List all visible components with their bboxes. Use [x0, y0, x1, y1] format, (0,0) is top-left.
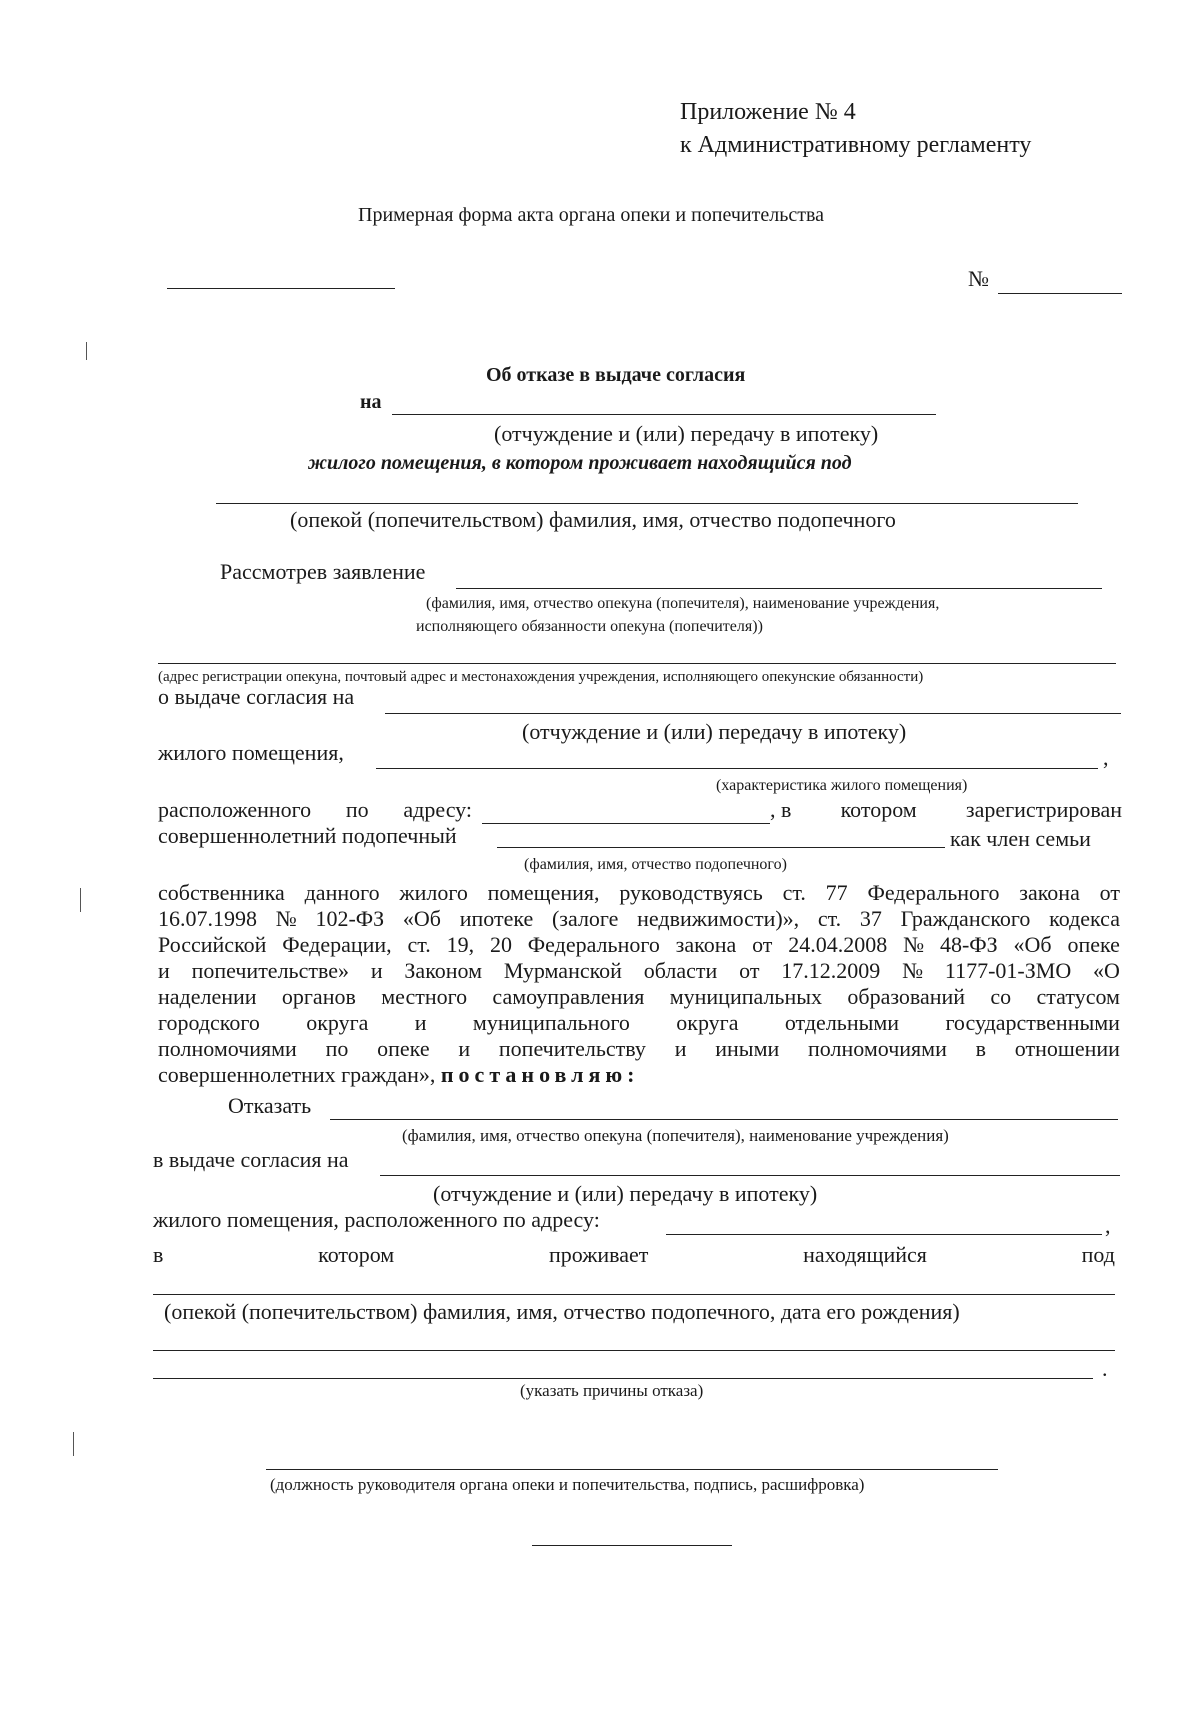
paragraph-word: округа — [306, 1010, 369, 1035]
paragraph-word: от — [752, 932, 773, 957]
regulation-reference: к Административному регламенту — [680, 132, 1032, 158]
paragraph-word: попечительству — [498, 1036, 646, 1061]
paragraph-word: области — [643, 958, 718, 983]
last-line-text: совершеннолетних граждан», — [158, 1062, 436, 1087]
hint-reasons: (указать причины отказа) — [520, 1381, 704, 1400]
spread-line — [153, 1242, 1115, 1268]
paragraph-word: недвижимости)», — [637, 906, 800, 931]
paragraph-word: 20 — [489, 932, 512, 957]
reasons-line-1[interactable] — [153, 1350, 1115, 1351]
premises-address-label: жилого помещения, расположенного по адресу: — [153, 1207, 600, 1232]
paragraph-word: ст. — [817, 906, 842, 931]
word: зарегистрирован — [965, 797, 1122, 822]
bottom-line — [532, 1545, 732, 1546]
paragraph-word: 102-ФЗ — [315, 906, 385, 931]
paragraph-word: Законом — [404, 958, 483, 983]
refuse-ward-line[interactable] — [153, 1294, 1115, 1295]
paragraph-word: закона — [675, 932, 737, 957]
hint-signature: (должность руководителя органа опеки и попечительства, подпись, расшифровка) — [270, 1475, 865, 1494]
hint-ward: (фамилия, имя, отчество подопечного) — [524, 856, 787, 873]
word: проживает — [548, 1242, 649, 1267]
refuse-subject-line[interactable] — [380, 1175, 1120, 1176]
period: . — [1102, 1356, 1108, 1381]
hint-ward-guardianship: (опекой (попечительством) фамилия, имя, отчество подопечного — [290, 507, 896, 532]
word: находящийся — [803, 1242, 927, 1267]
paragraph-word: 48-ФЗ — [939, 932, 998, 957]
paragraph-word: 17.12.2009 — [781, 958, 881, 983]
paragraph-word: закона — [1019, 880, 1080, 905]
refuse-consent-label: в выдаче согласия на — [153, 1147, 349, 1172]
paragraph-word: «Об — [1013, 932, 1052, 957]
paragraph-word: (залоге — [551, 906, 619, 931]
paragraph-word: статусом — [1036, 984, 1120, 1009]
applicant-line[interactable] — [456, 588, 1102, 589]
paragraph-word: и — [370, 958, 383, 983]
hint-refuse: (фамилия, имя, отчество опекуна (попечителя), наименование учреждения) — [402, 1126, 949, 1145]
decree-word: постановляю: — [440, 1062, 640, 1087]
comma-2: , — [1105, 1213, 1111, 1238]
word: под — [1081, 1242, 1115, 1267]
guardian-address-line[interactable] — [158, 663, 1116, 664]
word: адресу: — [403, 797, 472, 822]
hint-guardian-1: (фамилия, имя, отчество опекуна (попечителя), наименование учреждения, — [426, 595, 940, 612]
margin-mark — [86, 342, 87, 360]
paragraph-word: самоуправления — [492, 984, 645, 1009]
paragraph-word: полномочиями — [158, 1036, 297, 1061]
paragraph-line — [158, 1036, 1120, 1062]
paragraph-word: отдельными — [784, 1010, 900, 1035]
paragraph-word: руководствуясь — [619, 880, 763, 905]
date-field-line[interactable] — [167, 288, 395, 289]
family-member-label: как член семьи — [950, 826, 1091, 851]
paragraph-word: опеке — [1067, 932, 1120, 957]
paragraph-word: государственными — [945, 1010, 1120, 1035]
paragraph-word: 1177-01-ЗМО — [944, 958, 1072, 983]
premises-label: жилого помещения, — [158, 740, 344, 765]
paragraph-word: образований — [847, 984, 966, 1009]
hint-ward-birth: (опекой (попечительством) фамилия, имя, отчество подопечного, дата его рождения) — [164, 1299, 960, 1324]
adult-ward-label: совершеннолетний подопечный — [158, 823, 457, 848]
paragraph-word: кодекса — [1049, 906, 1120, 931]
paragraph-word: Гражданского — [900, 906, 1031, 931]
in-which-words — [770, 797, 1122, 823]
consent-subject-line[interactable] — [385, 713, 1121, 714]
consent-on-label: о выдаче согласия на — [158, 684, 355, 709]
paragraph-word: Федерального — [527, 932, 660, 957]
paragraph-word: помещения, — [487, 880, 600, 905]
paragraph-word: наделении — [158, 984, 257, 1009]
paragraph-line — [158, 984, 1120, 1010]
paragraph-word: собственника — [158, 880, 285, 905]
word: по — [345, 797, 369, 822]
paragraph-word: 19, — [446, 932, 475, 957]
signature-line[interactable] — [266, 1469, 998, 1470]
paragraph-word: 24.04.2008 — [788, 932, 888, 957]
paragraph-word: попечительстве» — [191, 958, 349, 983]
paragraph-word: от — [739, 958, 760, 983]
paragraph-word: опеке — [377, 1036, 430, 1061]
margin-mark — [73, 1432, 74, 1456]
hint-alienation-3: (отчуждение и (или) передачу в ипотеку) — [433, 1181, 818, 1206]
paragraph-word: и — [414, 1010, 427, 1035]
paragraph-word: данного — [304, 880, 380, 905]
paragraph-word: со — [990, 984, 1012, 1009]
paragraph-word: ст. — [407, 932, 431, 957]
paragraph-word: в — [975, 1036, 987, 1061]
refuse-label: Отказать — [228, 1093, 312, 1118]
paragraph-word: «О — [1093, 958, 1120, 983]
word: расположенного — [158, 797, 312, 822]
paragraph-line — [158, 958, 1120, 984]
paragraph-word: 77 — [825, 880, 848, 905]
reasons-line-2[interactable] — [153, 1378, 1093, 1379]
paragraph-word: № — [275, 906, 297, 931]
paragraph-word: ст. — [782, 880, 806, 905]
paragraph-word: по — [325, 1036, 349, 1061]
paragraph-word: Российской — [158, 932, 267, 957]
hint-characteristic: (характеристика жилого помещения) — [716, 777, 968, 794]
paragraph-word: городского — [158, 1010, 260, 1035]
paragraph-word: Федерации, — [282, 932, 392, 957]
located-words — [158, 797, 472, 823]
paragraph-word: муниципального — [472, 1010, 630, 1035]
word: в — [153, 1242, 164, 1267]
number-label: № — [968, 266, 989, 291]
comma: , — [1103, 745, 1109, 770]
paragraph-line — [158, 906, 1120, 932]
form-title: Примерная форма акта органа опеки и попечительства — [358, 204, 825, 226]
paragraph-word: иными — [715, 1036, 780, 1061]
property-address-line[interactable] — [482, 823, 770, 824]
paragraph-word: отношении — [1014, 1036, 1120, 1061]
number-field-line[interactable] — [998, 293, 1122, 294]
hint-alienation-2: (отчуждение и (или) передачу в ипотеку) — [522, 719, 907, 744]
paragraph-word: № — [903, 932, 925, 957]
paragraph-word: полномочиями — [808, 1036, 947, 1061]
paragraph-line — [158, 932, 1120, 958]
hint-guardian-address: (адрес регистрации опекуна, почтовый адрес и местонахождения учреждения, исполняющего опекунские обязанности) — [158, 669, 924, 685]
paragraph-word: жилого — [399, 880, 468, 905]
paragraph-line — [158, 880, 1120, 906]
paragraph-word: округа — [676, 1010, 739, 1035]
word: , в — [770, 797, 792, 822]
paragraph-word: органов — [281, 984, 356, 1009]
paragraph-word: № — [902, 958, 924, 983]
paragraph-word: Мурманской — [503, 958, 622, 983]
title-ward-line[interactable] — [216, 503, 1078, 504]
paragraph-last-line — [158, 1062, 640, 1088]
ward-name-line[interactable] — [497, 847, 945, 848]
hint-alienation: (отчуждение и (или) передачу в ипотеку) — [494, 421, 879, 446]
paragraph-word: муниципальных — [669, 984, 823, 1009]
paragraph-word: ипотеке — [459, 906, 534, 931]
word: котором — [318, 1242, 395, 1267]
refuse-address-line[interactable] — [666, 1234, 1102, 1235]
paragraph-word: 37 — [859, 906, 882, 931]
considered-label: Рассмотрев заявление — [220, 559, 426, 584]
refuse-guardian-line[interactable] — [330, 1119, 1118, 1120]
appendix-number: Приложение № 4 — [680, 99, 856, 125]
paragraph-word: 16.07.1998 — [158, 906, 257, 931]
title-subject-line[interactable] — [392, 414, 936, 415]
paragraph-word: местного — [381, 984, 468, 1009]
paragraph-word: «Об — [402, 906, 441, 931]
premises-characteristic-line[interactable] — [376, 768, 1098, 769]
title-na: на — [360, 391, 382, 413]
hint-guardian-2: исполняющего обязанности опекуна (попечителя)) — [416, 618, 763, 635]
word: котором — [840, 797, 917, 822]
title-line-2: жилого помещения, в котором проживает находящийся под — [308, 452, 852, 474]
paragraph-word: и — [158, 958, 170, 983]
margin-mark — [80, 888, 81, 912]
paragraph-word: Федерального — [867, 880, 1000, 905]
paragraph-word: от — [1099, 880, 1120, 905]
paragraph-line — [158, 1010, 1120, 1036]
paragraph-word: и — [458, 1036, 471, 1061]
document-title: Об отказе в выдаче согласия — [486, 364, 746, 386]
paragraph-word: и — [674, 1036, 687, 1061]
